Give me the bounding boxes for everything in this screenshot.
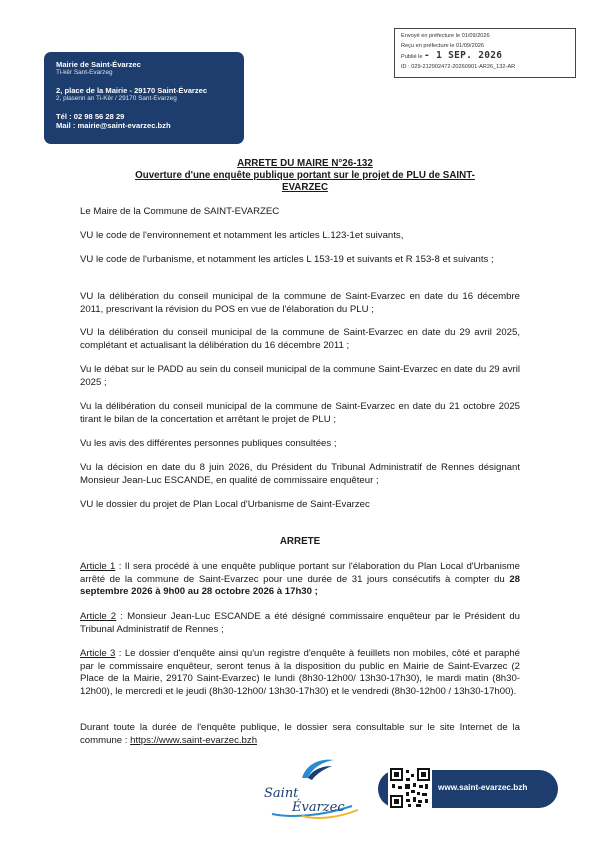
article-2 [80, 611, 520, 636]
article-2-text: : Monsieur Jean-Luc ESCANDE a été désigné commissaire enquêteur par le Président du Tribunal Administratif de Rennes ; [80, 611, 521, 635]
stamp-sent: Envoyé en préfecture le 01/09/2026 [401, 33, 490, 39]
article-1-label: Article 1 [80, 561, 116, 572]
qr-code-graphic [388, 766, 432, 810]
preamble-vu-environnement: VU le code de l'environnement et notamment les articles L.123-1et suivants, [80, 230, 404, 241]
qr-code-icon [388, 766, 432, 810]
preamble-vu-decision-tribunal: Vu la décision en date du 8 juin 2026, du Président du Tribunal Administratif de Rennes désignant Monsieur Jean-Luc ESCANDE, en qualité de commissaire enquêteur ; [80, 462, 520, 486]
mairie-name-breton: Ti-kêr Sant-Evarzeg [56, 69, 113, 76]
preamble-vu-dossier: VU le dossier du projet de Plan Local d'Urbanisme de Saint-Evarzec [80, 499, 370, 510]
article-3 [80, 648, 520, 698]
preamble-vu-bilan-concertation: Vu la délibération du conseil municipal de la commune de Saint-Evarzec en date du 21 octobre 2025 tirant le bilan de la concertation et arrêtant le projet de PLU ; [80, 401, 520, 425]
article-1 [80, 561, 520, 599]
article-1-text: : Il sera procédé à une enquête publique portant sur l'élaboration du Plan Local d'Urbanisme arrêté de la commune de Saint-Evarzec pour une durée de 31 jours consécutifs à compter du [80, 561, 521, 585]
preamble-mayor: Le Maire de la Commune de SAINT-EVARZEC [80, 206, 280, 217]
preamble-vu-deliberation-2011: VU la délibération du conseil municipal de la commune de Saint-Evarzec en date du 16 décembre 2011, prescrivant la révision du POS en vue de l'élaboration du PLU ; [80, 291, 520, 315]
website-link[interactable]: https://www.saint-evarzec.bzh [130, 734, 258, 746]
saint-evarzec-logo [262, 756, 372, 822]
document-title [120, 158, 490, 194]
preamble-vu-deliberation-2025: VU la délibération du conseil municipal de la commune de Saint-Evarzec en date du 29 avril 2025, complétant et actualisant la délibération du 16 décembre 2011 ; [80, 327, 520, 351]
stamp-published-label: Publié le [401, 54, 423, 60]
prefecture-stamp [394, 28, 576, 78]
mairie-mail: Mail : mairie@saint-evarzec.bzh [56, 121, 171, 130]
mairie-phone: Tél : 02 98 56 28 29 [56, 112, 125, 121]
mairie-name: Mairie de Saint-Évarzec [56, 60, 141, 69]
stamp-received: Reçu en préfecture le 01/09/2026 [401, 42, 485, 49]
preamble-vu-avis: Vu les avis des différentes personnes publiques consultées ; [80, 438, 337, 449]
stamp-published [401, 51, 569, 63]
arrete-subject: Ouverture d'une enquête publique portant sur le projet de PLU de SAINT-EVARZEC [135, 170, 475, 193]
closing-text: Durant toute la durée de l'enquête publique, le dossier sera consultable sur le site Internet de la commune : [80, 722, 520, 746]
logo-text-evarzec: Évarzec [292, 800, 345, 815]
mairie-contact-box [44, 52, 244, 144]
preamble-vu-urbanisme: VU le code de l'urbanisme, et notamment les articles L 153-19 et suivants et R 153-8 et suivants ; [80, 254, 494, 265]
article-3-label: Article 3 [80, 648, 116, 659]
article-3-text: : Le dossier d'enquête ainsi qu'un registre d'enquête à feuillets non mobiles, côté et paraphé par le commissaire enquêteur, seront tenus à la disposition du public en Mairie de Saint-Evarzec (2 Place de la Mairie, 29170 Saint-Evarzec) le lundi (8h30-12h00/ 13h30-17h30), le mardi matin (8h30-12h00), le mercredi et le jeudi (8h30-12h00/ 13h30-17h30) et le vendredi (8h30-12h00 / 13h30-17h00). [80, 648, 521, 697]
section-arrete-title: ARRETE [279, 536, 321, 547]
stamp-published-date: - 1 SEP. 2026 [424, 50, 503, 61]
logo-text-saint: Saint [264, 786, 299, 801]
footer-website: www.saint-evarzec.bzh [438, 783, 528, 792]
preamble-vu-padd: Vu le débat sur le PADD au sein du conseil municipal de la commune Saint-Evarzec en date du 29 avril 2025 ; [80, 364, 520, 388]
arrete-number: ARRETE DU MAIRE N°26-132 [237, 158, 373, 169]
stamp-id: ID : 029-212902472-20260901-AR26_132-AR [401, 63, 516, 70]
mairie-address-breton: 2, plasenn an Ti-Kêr / 29170 Sant-Evarzeg [56, 95, 177, 102]
mairie-address: 2, place de la Mairie - 29170 Saint-Évarzec [56, 86, 208, 95]
article-1-dates: 28 septembre 2026 à 9h00 au 28 octobre 2026 à 17h30 ; [80, 573, 520, 597]
article-2-label: Article 2 [80, 611, 117, 622]
closing-paragraph [80, 722, 520, 747]
